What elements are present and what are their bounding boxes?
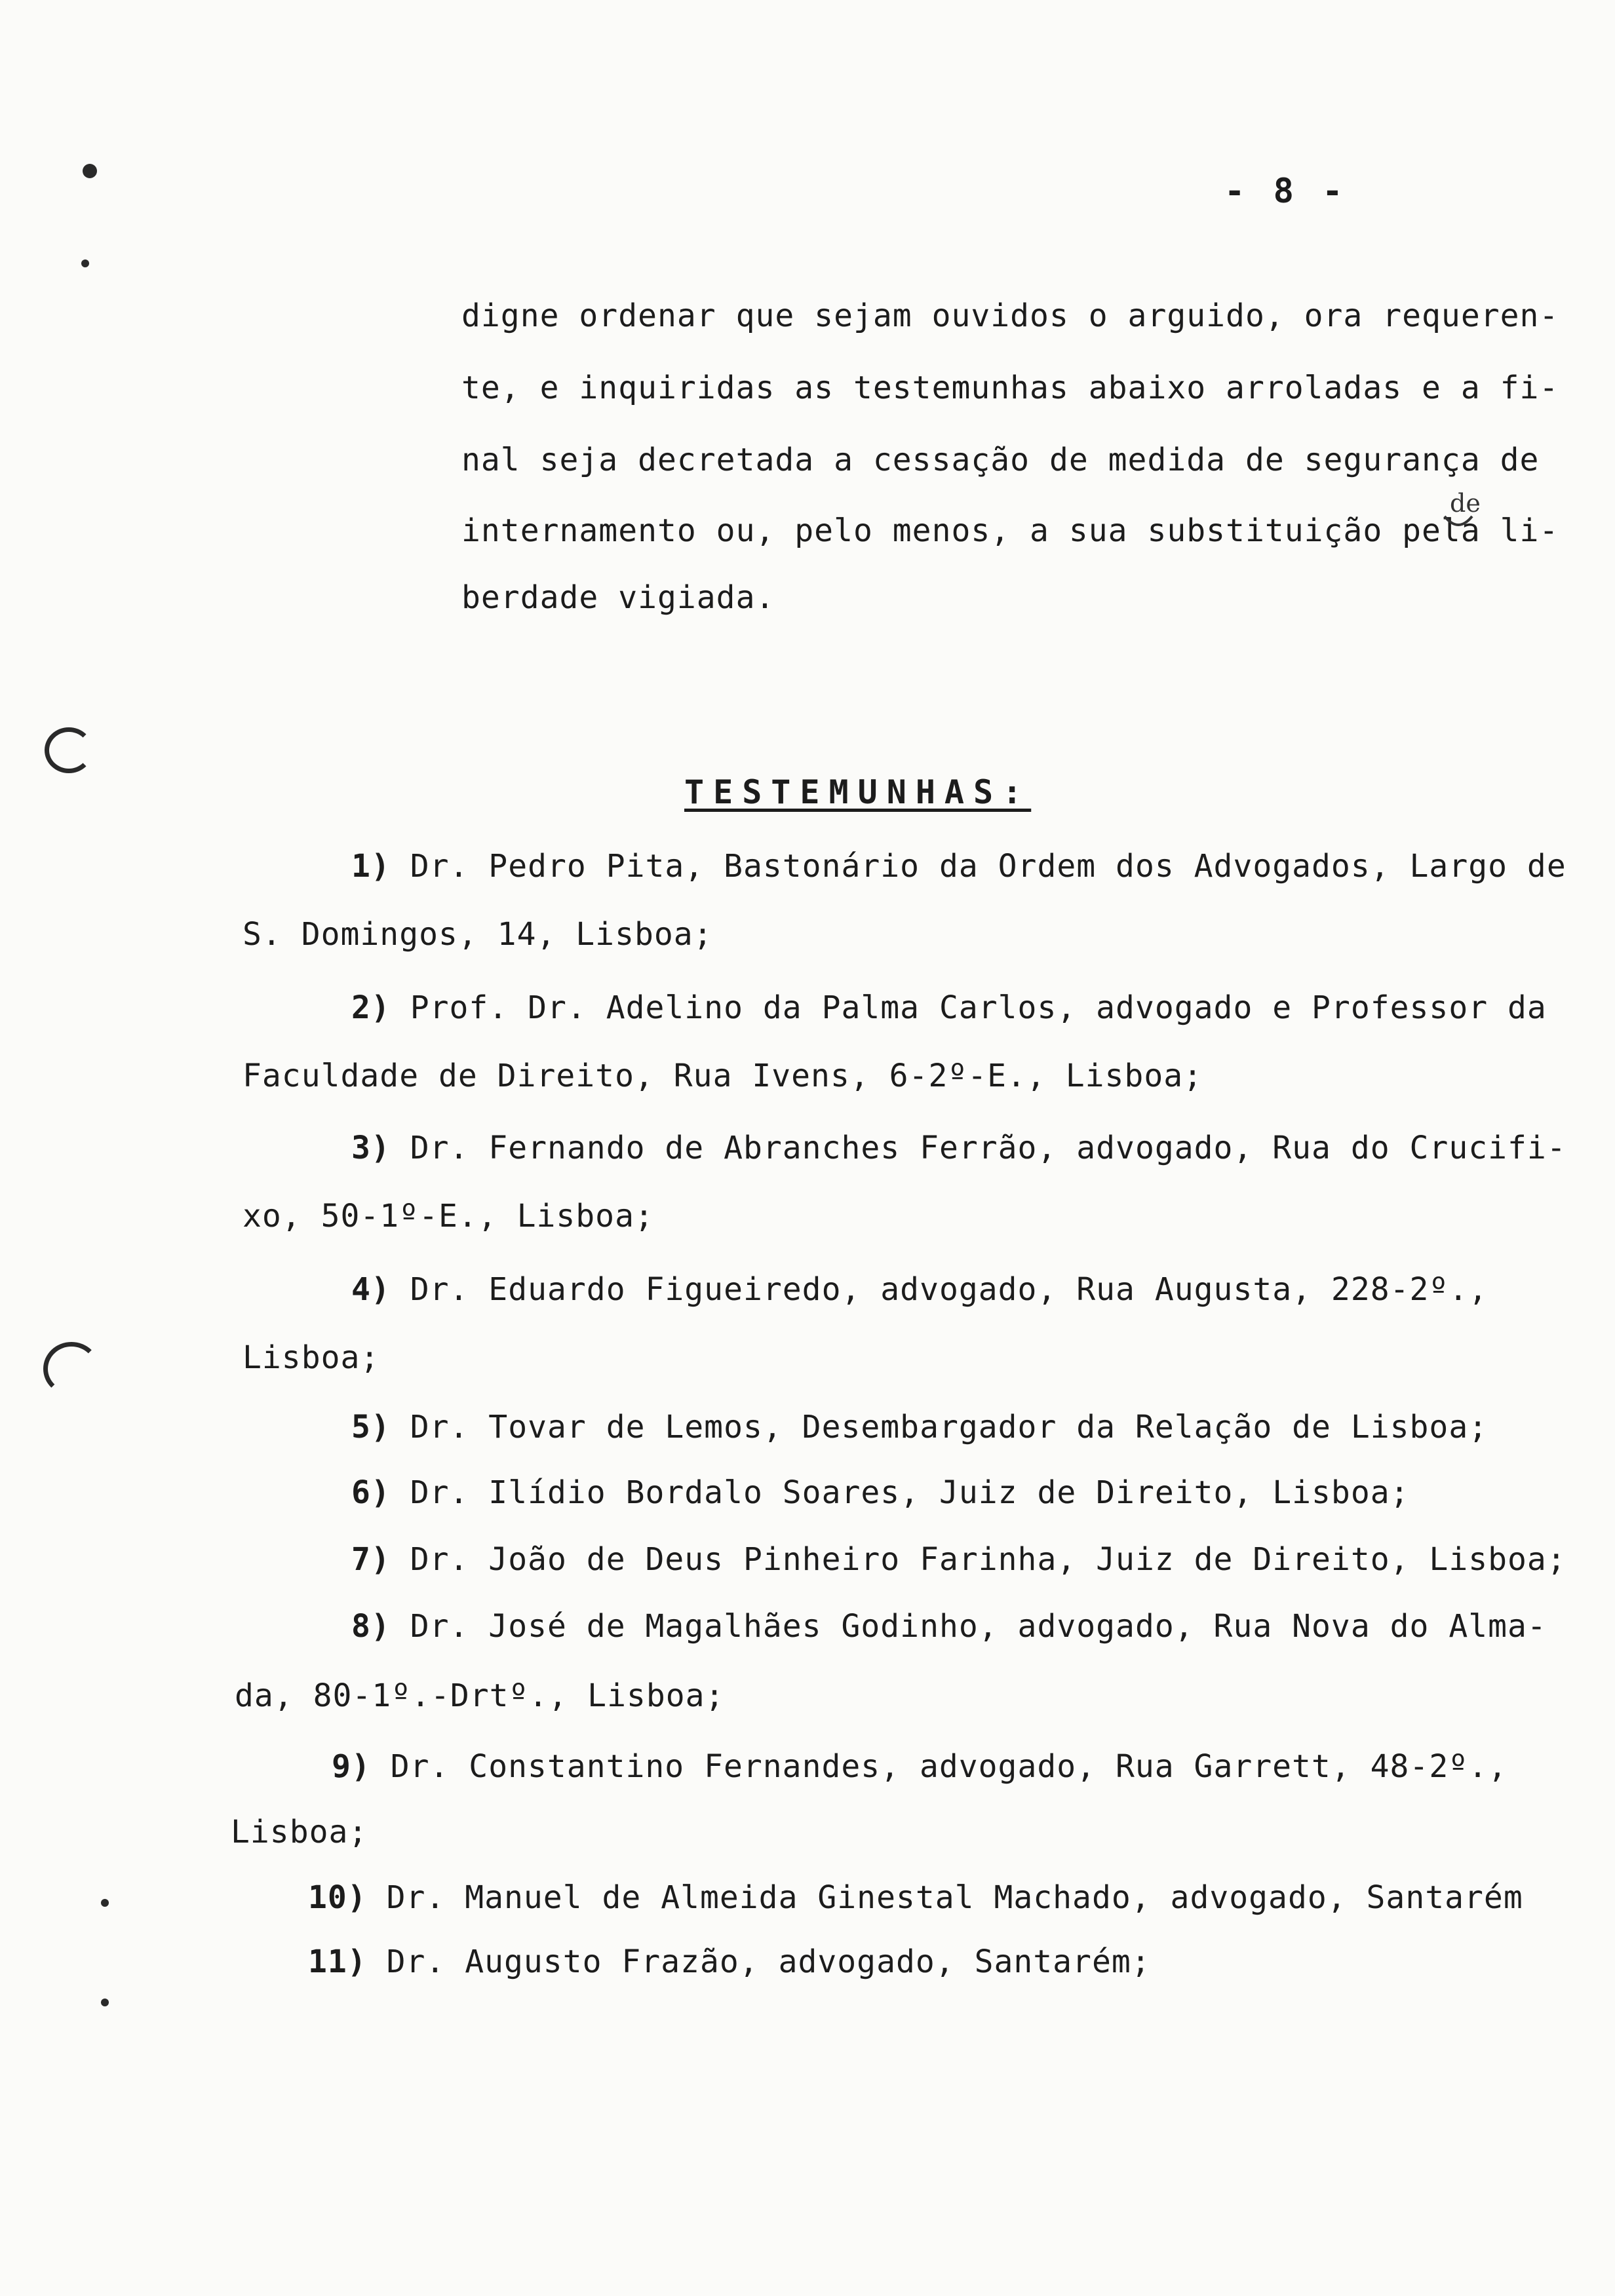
margin-speck — [101, 1999, 109, 2006]
witness-text: Dr. Constantino Fernandes, advogado, Rua Garrett, 48-2º., — [390, 1748, 1508, 1785]
witness-item — [351, 1541, 1566, 1578]
intro-line: nal seja decretada a cessação de medida de segurança de — [461, 442, 1540, 478]
witness-continuation: da, 80-1º.-Drtº., Lisboa; — [235, 1677, 725, 1714]
witness-number: 9) — [332, 1748, 371, 1785]
witness-text: Prof. Dr. Adelino da Palma Carlos, advogado e Professor da — [410, 989, 1547, 1026]
witness-item — [351, 1608, 1547, 1645]
witness-item — [351, 989, 1547, 1026]
witness-number: 8) — [351, 1608, 391, 1645]
margin-speck — [81, 259, 89, 267]
witness-number: 7) — [351, 1541, 391, 1578]
witness-text: Dr. Ilídio Bordalo Soares, Juiz de Direito, Lisboa; — [410, 1474, 1410, 1511]
witness-item — [308, 1879, 1523, 1916]
witness-continuation: Lisboa; — [243, 1339, 380, 1376]
binder-hole — [43, 1342, 100, 1396]
witness-text: Dr. Tovar de Lemos, Desembargador da Relação de Lisboa; — [410, 1409, 1489, 1445]
intro-line: te, e inquiridas as testemunhas abaixo arroladas e a fi- — [461, 370, 1559, 406]
witness-number: 3) — [351, 1130, 391, 1166]
witness-number: 10) — [308, 1879, 367, 1916]
witness-text: Dr. Fernando de Abranches Ferrão, advogado, Rua do Crucifi- — [410, 1130, 1566, 1166]
witnesses-heading: TESTEMUNHAS: — [684, 773, 1032, 811]
witness-text: Dr. Eduardo Figueiredo, advogado, Rua Augusta, 228-2º., — [410, 1271, 1489, 1308]
witness-number: 2) — [351, 989, 391, 1026]
margin-speck — [83, 164, 97, 178]
witness-item — [308, 1943, 1151, 1980]
binder-hole — [45, 727, 93, 773]
witness-continuation: xo, 50-1º-E., Lisboa; — [243, 1198, 654, 1234]
witness-text: Dr. Pedro Pita, Bastonário da Ordem dos Advogados, Largo de — [410, 848, 1566, 885]
witness-item — [351, 1474, 1410, 1511]
intro-line: digne ordenar que sejam ouvidos o arguido, ora requeren- — [461, 297, 1559, 334]
handwritten-insertion: de — [1450, 489, 1481, 518]
witness-text: Dr. Manuel de Almeida Ginestal Machado, advogado, Santarém — [386, 1879, 1523, 1916]
page-number: - 8 - — [1224, 172, 1347, 211]
intro-line: berdade vigiada. — [461, 579, 775, 616]
insertion-caret-icon — [1442, 514, 1475, 533]
witness-number: 1) — [351, 848, 391, 885]
witness-item — [351, 1271, 1488, 1308]
witness-item — [332, 1748, 1508, 1785]
witness-text: Dr. José de Magalhães Godinho, advogado, Rua Nova do Alma- — [410, 1608, 1547, 1645]
witness-number: 6) — [351, 1474, 391, 1511]
witness-text: Dr. João de Deus Pinheiro Farinha, Juiz de Direito, Lisboa; — [410, 1541, 1566, 1578]
witness-item — [351, 1409, 1488, 1445]
margin-speck — [101, 1899, 109, 1907]
witness-text: Dr. Augusto Frazão, advogado, Santarém; — [386, 1943, 1151, 1980]
witness-number: 11) — [308, 1943, 367, 1980]
witness-number: 4) — [351, 1271, 391, 1308]
witness-continuation: Faculdade de Direito, Rua Ivens, 6-2º-E., Lisboa; — [243, 1058, 1203, 1094]
intro-line: internamento ou, pelo menos, a sua substituição pela li- — [461, 512, 1559, 549]
witness-item — [351, 1130, 1566, 1166]
witness-number: 5) — [351, 1409, 391, 1445]
witness-continuation: Lisboa; — [231, 1814, 368, 1850]
witness-continuation: S. Domingos, 14, Lisboa; — [243, 916, 713, 953]
witness-item — [351, 848, 1566, 885]
